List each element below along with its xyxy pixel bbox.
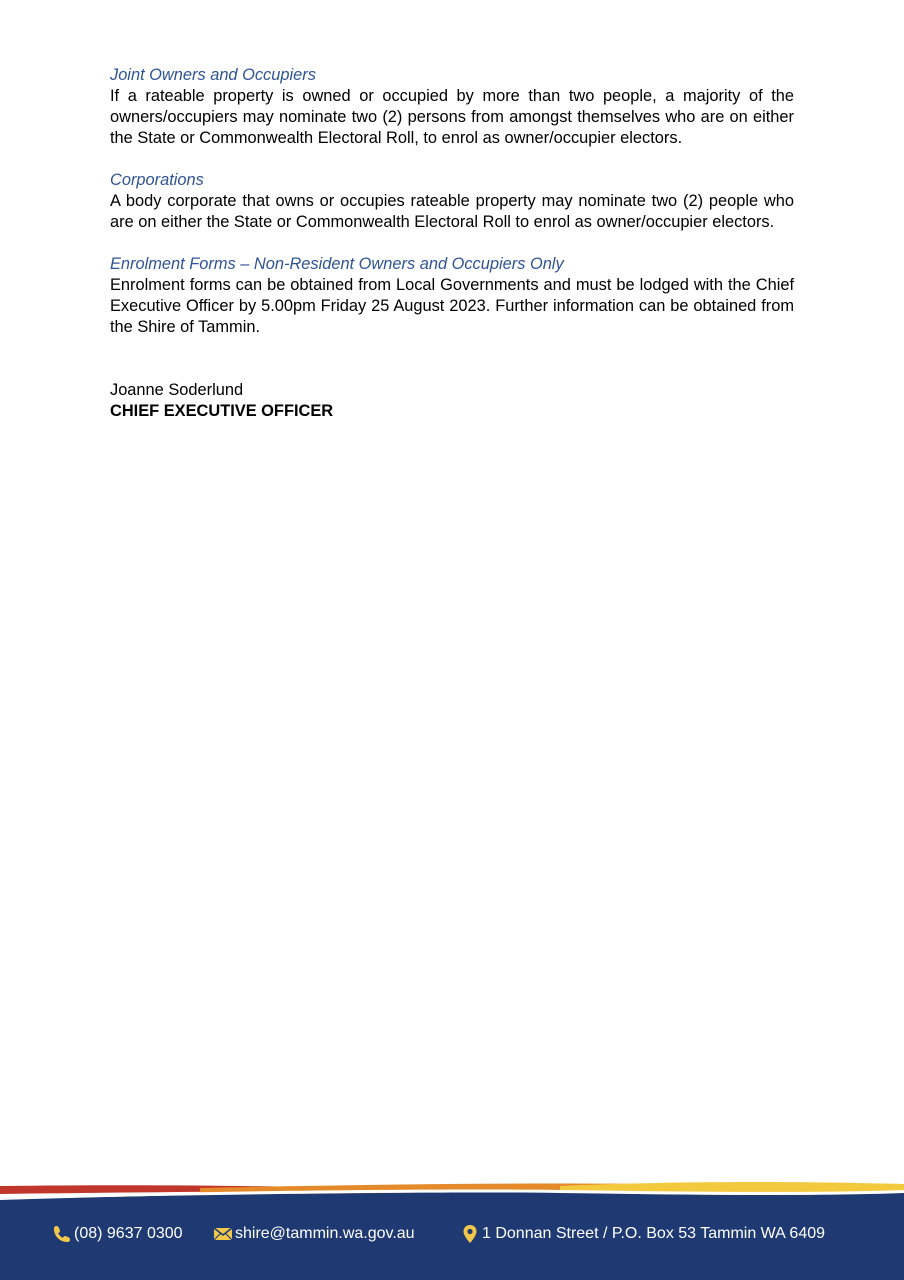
signatory-name: Joanne Soderlund (110, 381, 244, 399)
section-heading: Enrolment Forms – Non-Resident Owners and Occupiers Only (110, 255, 564, 273)
envelope-icon (213, 1224, 233, 1244)
section-heading: Corporations (110, 171, 204, 189)
section-enrolment-forms (110, 254, 794, 338)
street-address: 1 Donnan Street / P.O. Box 53 Tammin WA 6409 (482, 1225, 826, 1242)
location-pin-icon (460, 1224, 480, 1244)
section-paragraph: Enrolment forms can be obtained from Local Governments and must be lodged with the Chief Executive Officer by 5.00pm Friday 25 August 2023. Further information can be obtained from the Shire of Tammin. (110, 276, 794, 336)
section-heading: Joint Owners and Occupiers (110, 66, 316, 84)
phone-number[interactable]: (08) 9637 0300 (74, 1225, 183, 1242)
email-address[interactable]: shire@tammin.wa.gov.au (235, 1225, 415, 1242)
footer-email (213, 1222, 415, 1246)
section-joint-owners (110, 65, 794, 149)
footer-address (460, 1222, 825, 1246)
signatory-title: CHIEF EXECUTIVE OFFICER (110, 402, 334, 420)
phone-icon (52, 1224, 72, 1244)
footer-phone (52, 1222, 183, 1246)
signature-block (110, 380, 794, 422)
section-paragraph: A body corporate that owns or occupies rateable property may nominate two (2) people who are on either the State or Commonwealth Electoral Roll to enrol as owner/occupier electors. (110, 192, 794, 231)
section-paragraph: If a rateable property is owned or occupied by more than two people, a majority of the owners/occupiers may nominate two (2) persons from amongst themselves who are on either the State or Commonwealth Electoral Roll, to enrol as owner/occupier electors. (110, 87, 794, 147)
section-corporations (110, 170, 794, 233)
document-body (110, 65, 794, 422)
